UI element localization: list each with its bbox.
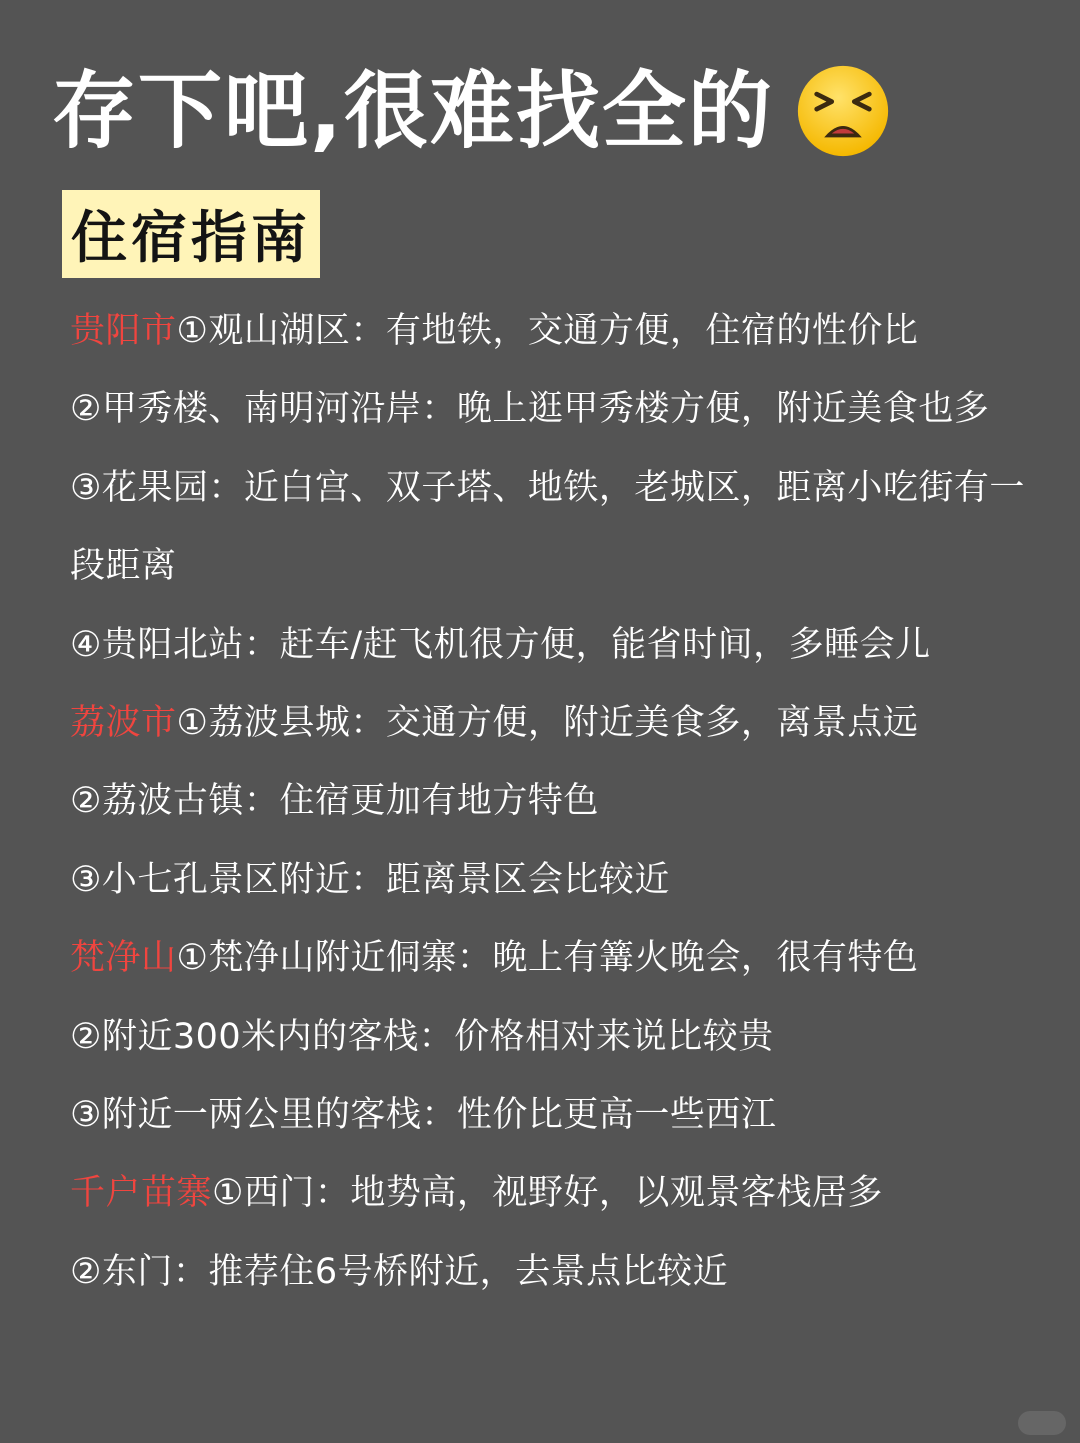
list-item	[70, 292, 1070, 370]
list-item	[70, 684, 1070, 762]
list-item	[70, 998, 1070, 1076]
item-text: ②附近300米内的客栈：价格相对来说比较贵	[70, 1016, 774, 1057]
list-item	[70, 841, 1070, 919]
city-label: 梵净山	[70, 938, 177, 979]
item-text: 段距离	[70, 546, 177, 587]
section-label	[62, 190, 320, 278]
item-text: ②东门：推荐住6号桥附近，去景点比较近	[70, 1251, 729, 1292]
item-text: ③附近一两公里的客栈：性价比更高一些西江	[70, 1094, 777, 1135]
tired-face-icon	[796, 64, 890, 158]
city-label: 荔波市	[70, 702, 177, 743]
city-label: 千户苗寨	[70, 1173, 213, 1214]
list-item	[70, 1154, 1070, 1232]
list-item	[70, 449, 1070, 527]
item-text: ③小七孔景区附近：距离景区会比较近	[70, 859, 670, 900]
title-text: 存下吧,很难找全的	[52, 62, 774, 160]
item-text: ①西门：地势高，视野好，以观景客栈居多	[212, 1173, 883, 1214]
list-item	[70, 527, 1070, 605]
section-label-text: 住宿指南	[71, 206, 311, 271]
item-text: ①观山湖区：有地铁，交通方便，住宿的性价比	[176, 311, 919, 351]
item-text: ④贵阳北站：赶车/赶飞机很方便，能省时间，多睡会儿	[70, 624, 931, 665]
city-label: 贵阳市	[70, 311, 177, 351]
item-text: ②甲秀楼、南明河沿岸：晚上逛甲秀楼方便，附近美食也多	[70, 389, 990, 430]
item-text: ①荔波县城：交通方便，附近美食多，离景点远	[176, 702, 919, 743]
item-text: ③花果园：近白宫、双子塔、地铁，老城区，距离小吃街有一	[70, 467, 1025, 508]
item-text: ②荔波古镇：住宿更加有地方特色	[70, 781, 599, 822]
list-item	[70, 606, 1070, 684]
list-item	[70, 762, 1070, 840]
item-text: ①梵净山附近侗寨：晚上有篝火晚会，很有特色	[176, 938, 919, 979]
accommodation-list	[70, 292, 1070, 1311]
list-item	[70, 919, 1070, 997]
watermark	[1018, 1411, 1066, 1435]
page-title	[52, 56, 890, 166]
list-item	[70, 370, 1070, 448]
list-item	[70, 1233, 1070, 1311]
list-item	[70, 1076, 1070, 1154]
